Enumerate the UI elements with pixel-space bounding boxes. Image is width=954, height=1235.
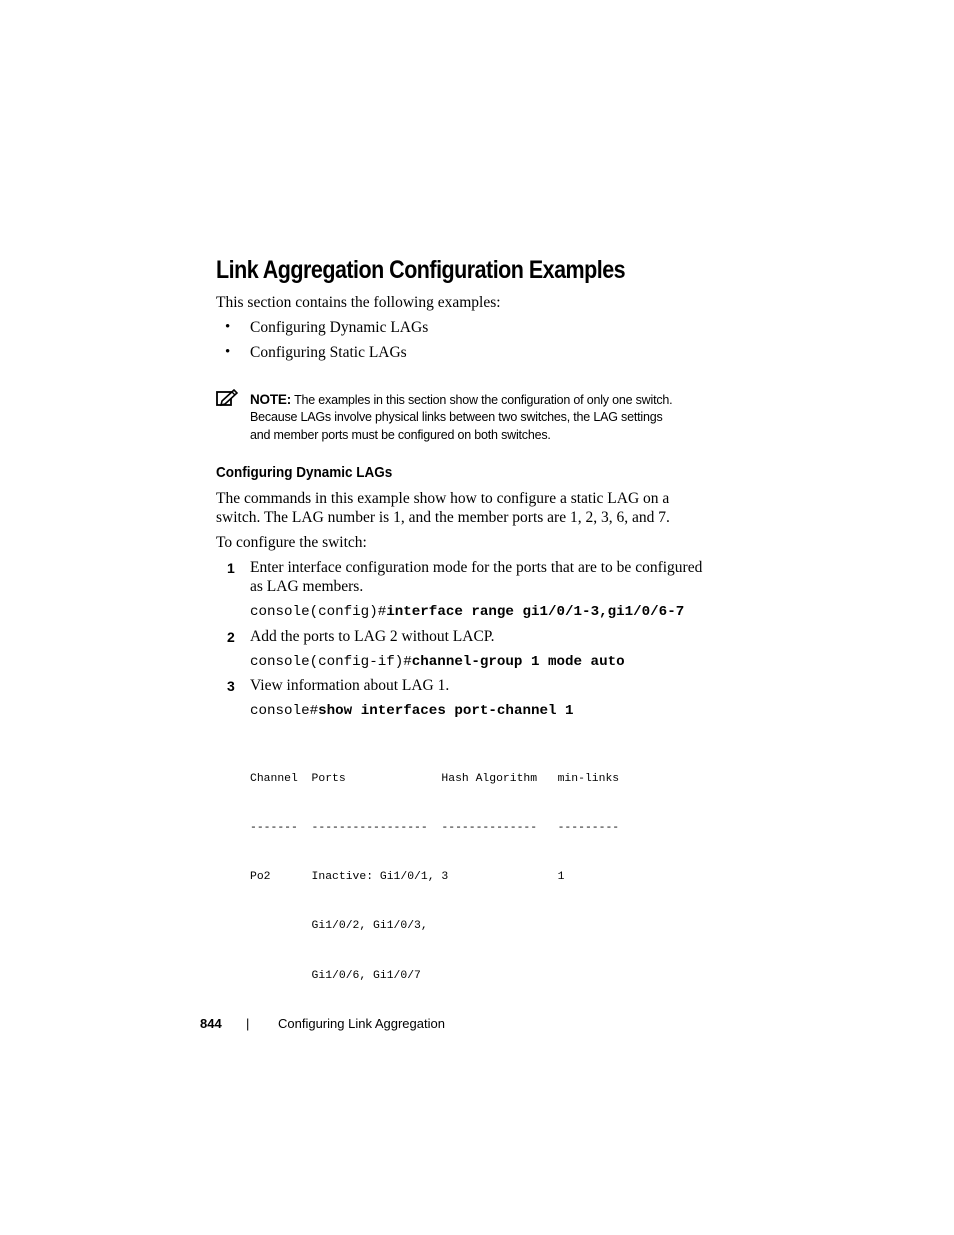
page-number: 844 [200, 1016, 222, 1031]
command-output [250, 738, 619, 1017]
command-line [250, 604, 684, 620]
output-divider: ------- ----------------- -------------- --------- [250, 822, 620, 835]
note-label: NOTE: [250, 392, 291, 407]
section-heading: Configuring Dynamic LAGs [216, 464, 393, 481]
list-item: Configuring Dynamic LAGs [250, 319, 429, 336]
paragraph-line: switch. The LAG number is 1, and the member ports are 1, 2, 3, 6, and 7. [216, 509, 670, 526]
output-row: Gi1/0/6, Gi1/0/7 [250, 969, 421, 982]
command-line [250, 703, 574, 719]
footer-separator: | [246, 1016, 250, 1031]
command-text: channel-group 1 mode auto [411, 654, 625, 670]
step-text: Enter interface configuration mode for the ports that are to be configured [250, 559, 703, 576]
command-line [250, 654, 625, 670]
command-prompt: console(config-if)# [250, 654, 412, 670]
step-number: 1 [227, 560, 235, 576]
bullet-marker: • [225, 319, 231, 335]
command-prompt: console# [250, 703, 319, 719]
command-text: interface range gi1/0/1-3,gi1/0/6-7 [386, 604, 685, 620]
pencil-note-icon [216, 389, 238, 407]
output-row: Gi1/0/2, Gi1/0/3, [250, 920, 428, 933]
step-number: 3 [227, 678, 235, 694]
note-line [250, 392, 672, 407]
intro-text: This section contains the following examples: [216, 294, 501, 311]
step-text: as LAG members. [250, 578, 364, 595]
page-title: Link Aggregation Configuration Examples [216, 256, 626, 284]
command-prompt: console(config)# [250, 604, 387, 620]
paragraph: To configure the switch: [216, 534, 367, 551]
bullet-marker: • [225, 344, 231, 360]
note-line: and member ports must be configured on both switches. [250, 428, 551, 442]
step-number: 2 [227, 629, 235, 645]
step-text: View information about LAG 1. [250, 677, 450, 694]
paragraph-line: The commands in this example show how to configure a static LAG on a [216, 490, 670, 507]
command-text: show interfaces port-channel 1 [318, 703, 574, 719]
output-header: Channel Ports Hash Algorithm min-links [250, 772, 620, 785]
note-line: Because LAGs involve physical links between two switches, the LAG settings [250, 410, 663, 424]
step-text: Add the ports to LAG 2 without LACP. [250, 628, 495, 645]
list-item: Configuring Static LAGs [250, 344, 407, 361]
output-row: Po2 Inactive: Gi1/0/1, 3 1 [250, 871, 565, 884]
chapter-title: Configuring Link Aggregation [278, 1016, 445, 1031]
note-text: The examples in this section show the configuration of only one switch. [294, 393, 673, 407]
